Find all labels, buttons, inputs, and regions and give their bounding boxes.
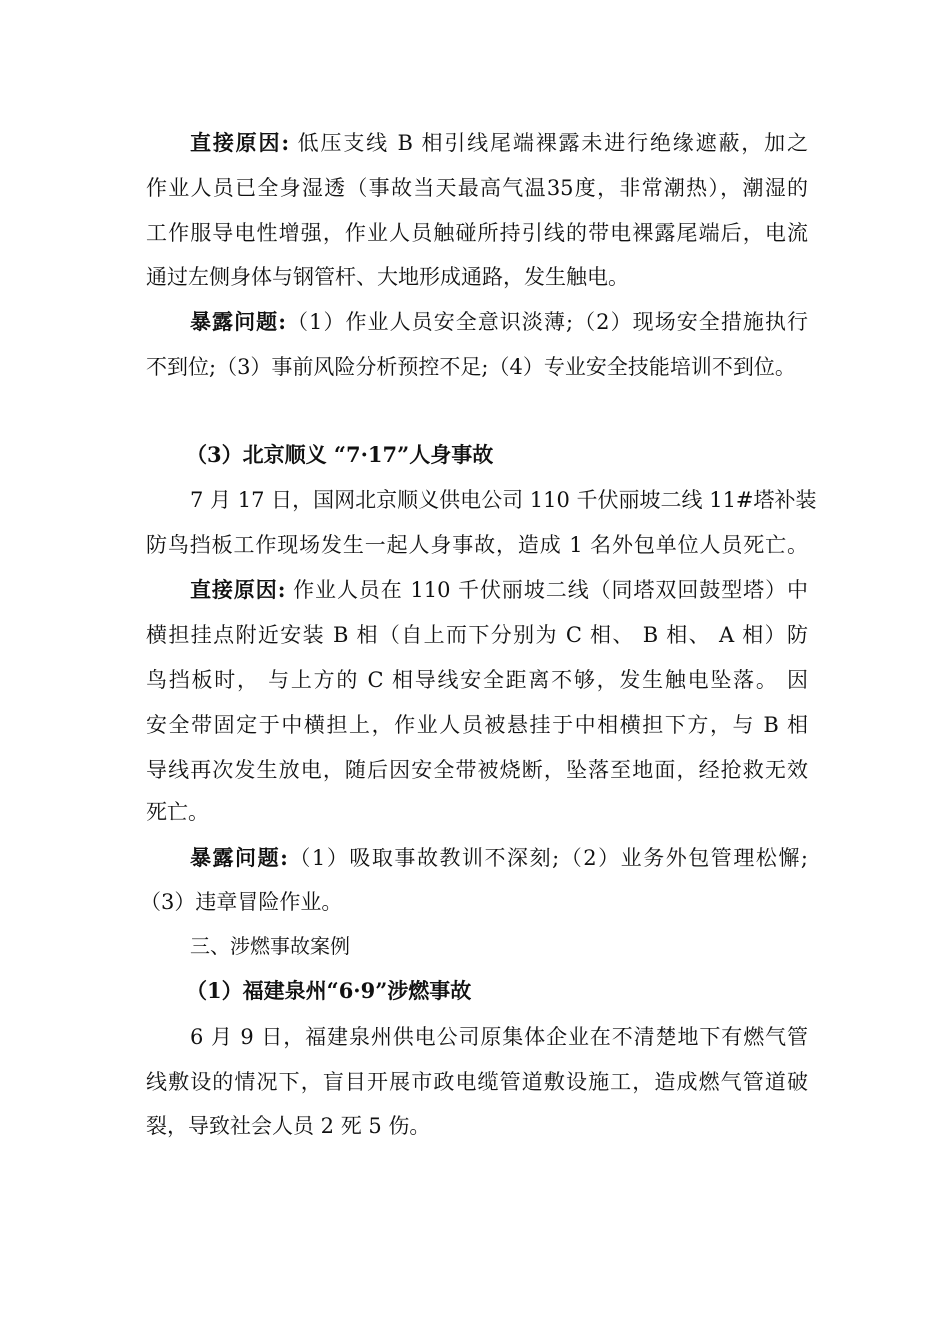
paragraph-exposed-issues-line: 暴露问题:（1）吸取事故教训不深刻;（2）业务外包管理松懈;: [190, 845, 808, 870]
chapter-heading-fire-accidents: 三、涉燃事故案例: [190, 934, 350, 958]
paragraph-exposed-issues-line: 暴露问题:（1）作业人员安全意识淡薄;（2）现场安全措施执行: [190, 309, 808, 334]
section-heading-fujian-quanzhou: （1）福建泉州“6·9”涉燃事故: [186, 978, 472, 1003]
paragraph-line: 7 月 17 日，国网北京顺义供电公司 110 千伏丽坡二线 11#塔补装: [190, 488, 817, 512]
section-heading-beijing-shunyi: （3）北京顺义 “7·17”人身事故: [186, 442, 494, 467]
paragraph-direct-cause-line: 直接原因: 低压支线 B 相引线尾端裸露未进行绝缘遮蔽，加之: [190, 130, 808, 155]
label-exposed-issues: 暴露问题:: [190, 845, 288, 870]
paragraph-line: 安全带固定于中横担上，作业人员被悬挂于中相横担下方，与 B 相: [146, 713, 808, 737]
paragraph-line: 横担挂点附近安装 B 相（自上而下分别为 C 相、 B 相、 A 相）防: [146, 623, 808, 647]
label-direct-cause: 直接原因:: [190, 130, 290, 155]
label-exposed-issues: 暴露问题:: [190, 309, 286, 334]
paragraph-line: 死亡。: [146, 800, 209, 824]
paragraph-line: 不到位;（3）事前风险分析预控不足;（4）专业安全技能培训不到位。: [146, 355, 796, 379]
label-direct-cause: 直接原因:: [190, 577, 286, 602]
paragraph-line: 作业人员已全身湿透（事故当天最高气温35度，非常潮热），潮湿的: [146, 176, 808, 200]
paragraph-line: 通过左侧身体与钢管杆、大地形成通路，发生触电。: [146, 265, 629, 289]
paragraph-line: 6 月 9 日，福建泉州供电公司原集体企业在不清楚地下有燃气管: [190, 1025, 808, 1049]
paragraph-direct-cause-line: 直接原因: 作业人员在 110 千伏丽坡二线（同塔双回鼓型塔）中: [190, 577, 808, 602]
paragraph-line: 防鸟挡板工作现场发生一起人身事故，造成 1 名外包单位人员死亡。: [146, 533, 808, 557]
paragraph-line: 裂，导致社会人员 2 死 5 伤。: [146, 1114, 431, 1138]
paragraph-line: （3）违章冒险作业。: [140, 890, 343, 914]
paragraph-line: 导线再次发生放电，随后因安全带被烧断，坠落至地面，经抢救无效: [146, 758, 808, 782]
paragraph-line: 线敷设的情况下，盲目开展市政电缆管道敷设施工，造成燃气管道破: [146, 1070, 808, 1094]
paragraph-line: 工作服导电性增强，作业人员触碰所持引线的带电裸露尾端后，电流: [146, 221, 808, 245]
paragraph-line: 鸟挡板时， 与上方的 C 相导线安全距离不够，发生触电坠落。 因: [146, 668, 808, 692]
